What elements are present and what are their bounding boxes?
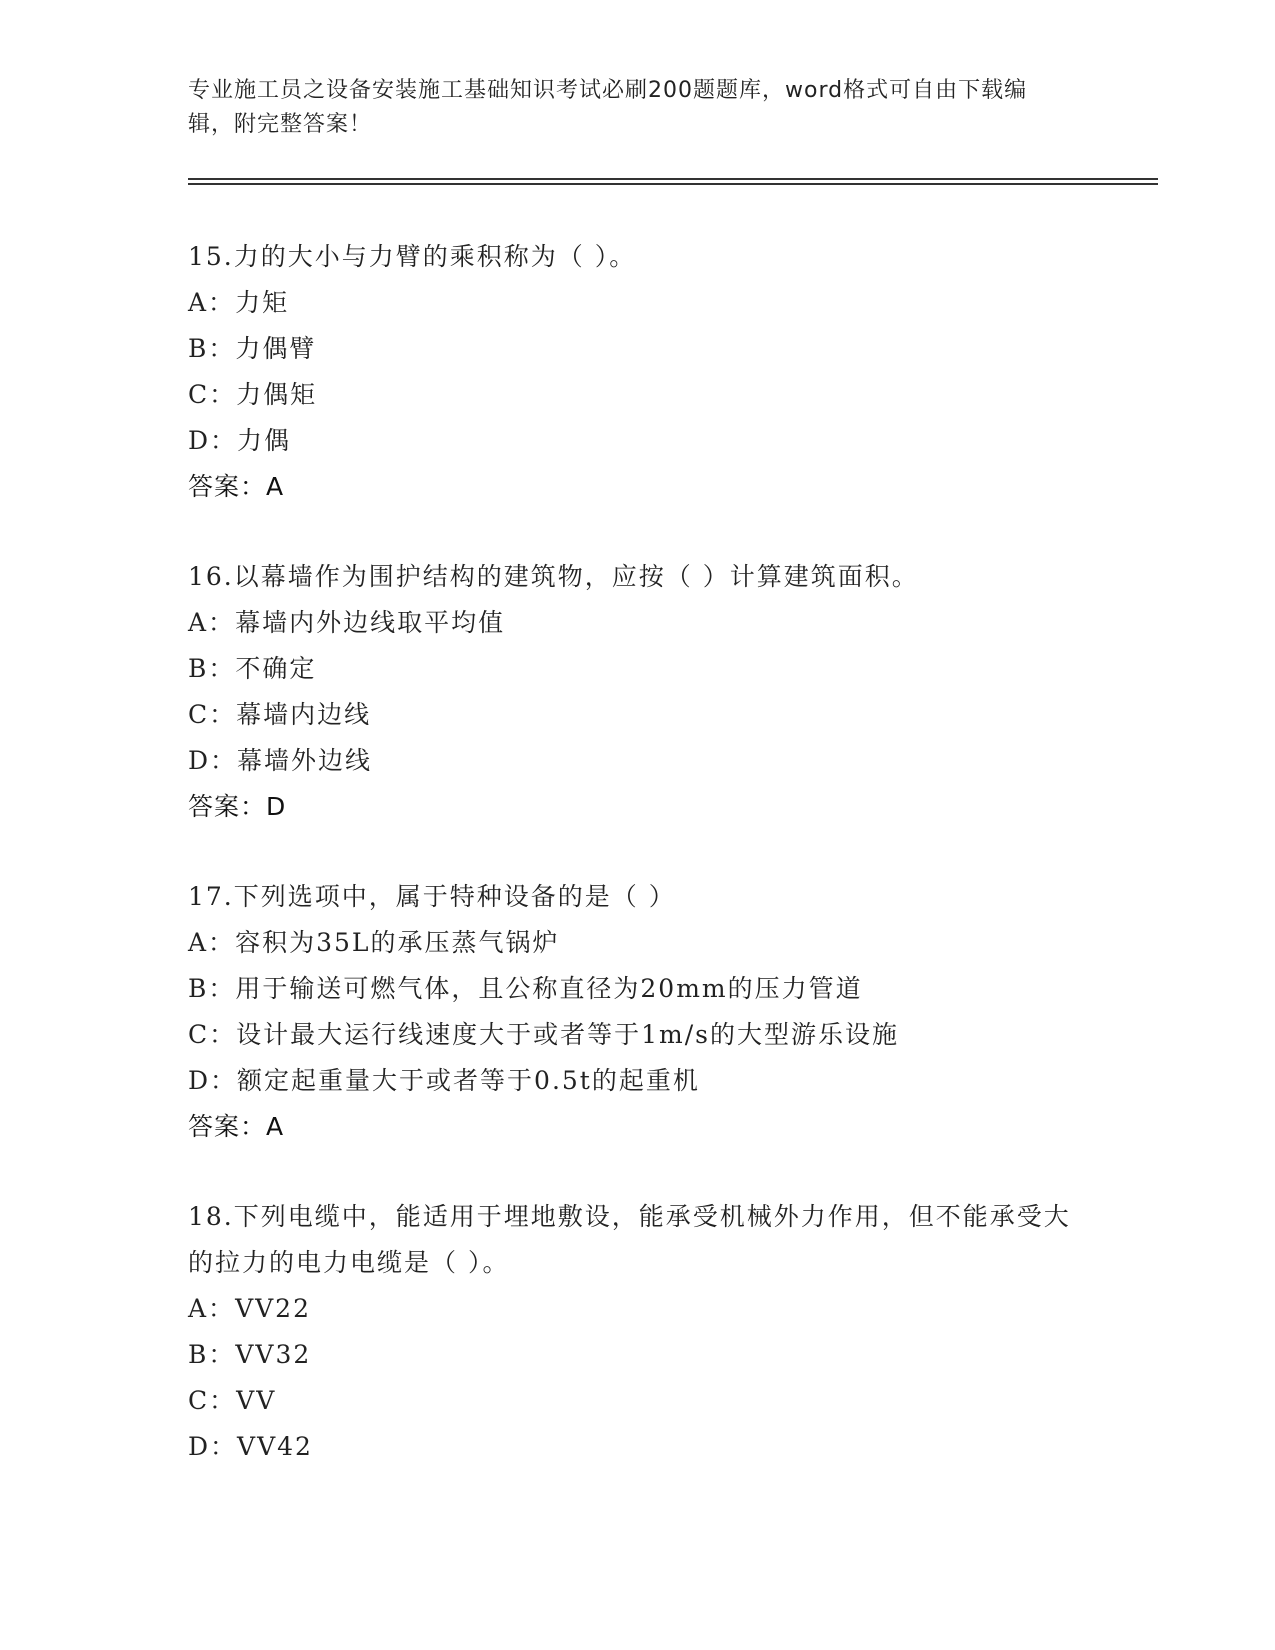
option-c (188, 372, 1088, 418)
question-16 (188, 554, 1088, 830)
option-letter: C： (188, 1386, 237, 1415)
option-text: 不确定 (235, 654, 317, 683)
option-d (188, 738, 1088, 784)
option-letter: A： (188, 928, 236, 957)
option-text: 用于输送可燃气体，且公称直径为20mm的压力管道 (235, 974, 863, 1003)
header-divider-top (188, 178, 1158, 180)
option-c (188, 1378, 1088, 1424)
document-header: 专业施工员之设备安装施工基础知识考试必刷200题题库，word格式可自由下载编辑，附完整答案！ (188, 78, 1028, 137)
question-stem: 18.下列电缆中，能适用于埋地敷设，能承受机械外力作用，但不能承受大的拉力的电力电缆是（ ）。 (188, 1202, 1071, 1277)
option-letter: D： (188, 1066, 238, 1095)
option-b (188, 646, 1088, 692)
option-a (188, 920, 1088, 966)
option-letter: D： (188, 746, 238, 775)
question-stem: 16.以幕墙作为围护结构的建筑物，应按（ ）计算建筑面积。 (188, 562, 919, 591)
option-text: 力矩 (235, 288, 290, 317)
option-d (188, 418, 1088, 464)
option-text: 力偶矩 (236, 380, 318, 409)
option-c (188, 1012, 1088, 1058)
option-letter: A： (188, 1294, 236, 1323)
option-text: 额定起重量大于或者等于0.5t的起重机 (237, 1066, 700, 1095)
option-c (188, 692, 1088, 738)
option-a (188, 1286, 1088, 1332)
option-letter: A： (188, 608, 236, 637)
question-17 (188, 874, 1088, 1150)
option-a (188, 280, 1088, 326)
option-text: 设计最大运行线速度大于或者等于1m/s的大型游乐设施 (236, 1020, 900, 1049)
option-b (188, 326, 1088, 372)
option-text: VV32 (235, 1340, 312, 1369)
answer-line: 答案：A (188, 472, 285, 501)
question-stem: 17.下列选项中，属于特种设备的是（ ） (188, 882, 676, 911)
question-18 (188, 1194, 1088, 1470)
answer-line: 答案：A (188, 1112, 285, 1141)
option-text: 幕墙外边线 (237, 746, 373, 775)
option-letter: A： (188, 288, 236, 317)
option-d (188, 1058, 1088, 1104)
option-b (188, 1332, 1088, 1378)
option-text: VV42 (237, 1432, 313, 1461)
option-letter: B： (188, 974, 236, 1003)
option-letter: C： (188, 700, 237, 729)
option-letter: D： (188, 426, 238, 455)
option-text: 力偶臂 (235, 334, 317, 363)
option-text: 幕墙内边线 (236, 700, 372, 729)
option-letter: D： (188, 1432, 238, 1461)
option-d (188, 1424, 1088, 1470)
option-letter: C： (188, 1020, 237, 1049)
option-letter: B： (188, 334, 236, 363)
option-text: VV (236, 1386, 277, 1415)
option-letter: C： (188, 380, 237, 409)
question-stem: 15.力的大小与力臂的乘积称为（ ）。 (188, 242, 637, 271)
option-text: VV22 (235, 1294, 311, 1323)
header-divider-bottom (188, 183, 1158, 185)
answer-line: 答案：D (188, 792, 287, 821)
option-text: 幕墙内外边线取平均值 (235, 608, 506, 637)
option-letter: B： (188, 654, 236, 683)
option-text: 力偶 (237, 426, 292, 455)
option-b (188, 966, 1088, 1012)
option-a (188, 600, 1088, 646)
option-letter: B： (188, 1340, 236, 1369)
option-text: 容积为35L的承压蒸气锅炉 (235, 928, 560, 957)
question-15 (188, 234, 1088, 510)
